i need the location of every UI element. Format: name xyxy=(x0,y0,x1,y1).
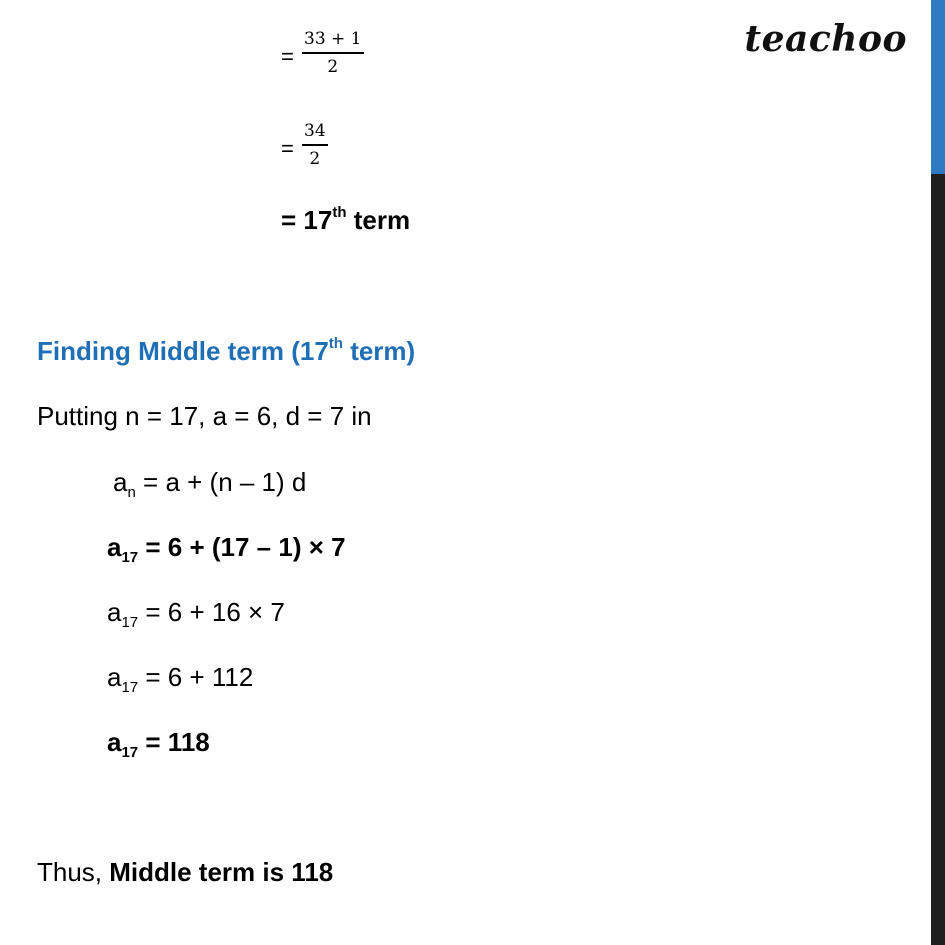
heading-sup: th xyxy=(328,335,343,353)
fraction-numerator: 34 xyxy=(304,121,326,141)
result-sup: th xyxy=(332,204,347,222)
step-sub: 17 xyxy=(121,679,139,697)
teachoo-logo: teachoo xyxy=(744,18,907,60)
step-2 xyxy=(107,597,285,632)
formula-sub: n xyxy=(127,484,136,502)
step-3 xyxy=(107,662,254,697)
result-prefix: = 17 xyxy=(281,205,333,235)
scrollbar-thumb[interactable] xyxy=(931,0,945,174)
formula-line xyxy=(113,467,307,502)
result-suffix: term xyxy=(346,205,411,235)
section-heading xyxy=(37,335,416,366)
heading-post: term) xyxy=(342,336,416,366)
fraction-denominator: 2 xyxy=(327,56,339,77)
formula-a: a xyxy=(113,467,128,497)
fraction-33-plus-1-over-2 xyxy=(302,29,364,77)
step-rest: = 6 + 16 × 7 xyxy=(138,597,285,627)
intro-text: Putting n = 17, a = 6, d = 7 in xyxy=(37,401,372,431)
step-sub: 17 xyxy=(121,744,139,762)
step-rest: = 118 xyxy=(138,727,210,757)
fraction-denominator: 2 xyxy=(309,148,321,169)
step-a: a xyxy=(107,727,122,757)
step-1 xyxy=(107,532,346,567)
heading-pre: Finding Middle term (17 xyxy=(37,336,329,366)
fraction-numerator: 33 + 1 xyxy=(304,29,362,49)
formula-rest: = a + (n – 1) d xyxy=(135,467,307,497)
step-a: a xyxy=(107,597,122,627)
step-sub: 17 xyxy=(121,614,139,632)
scrollbar[interactable] xyxy=(931,0,945,945)
fraction-34-over-2 xyxy=(302,121,328,169)
step-rest: = 6 + 112 xyxy=(138,662,254,692)
step-a: a xyxy=(107,662,122,692)
conclusion-bold: Middle term is 118 xyxy=(109,857,334,887)
step-rest: = 6 + (17 – 1) × 7 xyxy=(138,532,346,562)
equals-sign: = xyxy=(281,136,294,161)
conclusion-prefix: Thus, xyxy=(37,857,110,887)
step-sub: 17 xyxy=(121,549,139,567)
equals-sign: = xyxy=(281,44,294,69)
step-a: a xyxy=(107,532,122,562)
step-4 xyxy=(107,727,210,762)
conclusion xyxy=(37,859,333,885)
result-17th-term xyxy=(281,204,411,235)
